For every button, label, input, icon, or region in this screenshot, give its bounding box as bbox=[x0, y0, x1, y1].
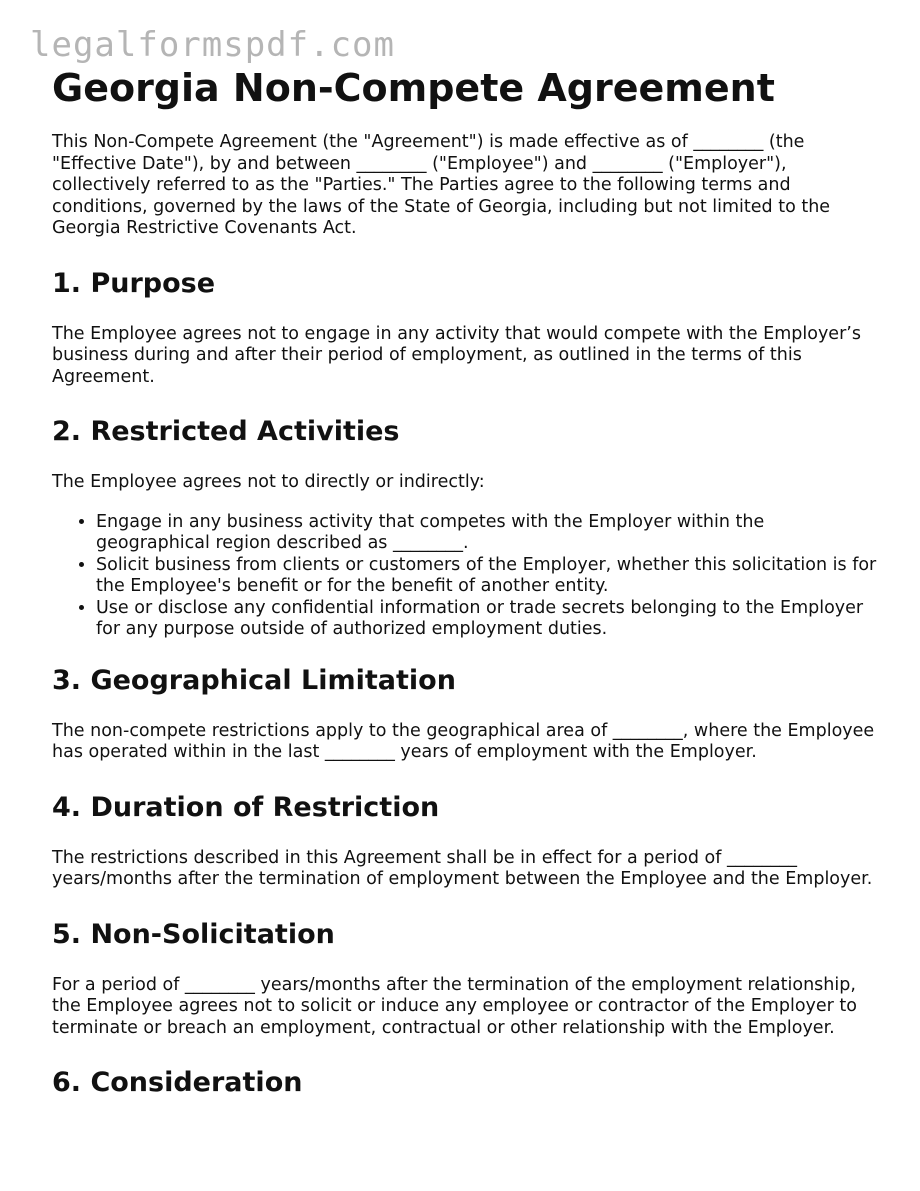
section-heading-consideration: 6. Consideration bbox=[52, 1067, 303, 1098]
list-item: • Use or disclose any confidential information or trade secrets belonging to the Employer for any purpose outside of authorized employment duties. bbox=[96, 598, 882, 641]
list-item: • Solicit business from clients or customers of the Employer, whether this solicitation is for the Employee's benefit or for the benefit of another entity. bbox=[96, 555, 882, 598]
section-duration bbox=[52, 792, 882, 891]
section-restricted-activities bbox=[52, 416, 882, 641]
section-body-geographical-limitation: The non-compete restrictions apply to the geographical area of ________, where the Employee has operated within in the last ________ years of employment with the Employer. bbox=[52, 720, 875, 762]
section-heading-non-solicitation: 5. Non-Solicitation bbox=[52, 918, 335, 950]
section-heading-geographical-limitation: 3. Geographical Limitation bbox=[52, 664, 456, 696]
list-item: • Engage in any business activity that competes with the Employer within the geographical region described as ________. bbox=[96, 512, 882, 555]
section-purpose bbox=[52, 268, 882, 389]
section-body-purpose: The Employee agrees not to engage in any activity that would compete with the Employer’s business during and after their period of employment, as outlined in the terms of this Agreement. bbox=[52, 323, 861, 387]
document-body bbox=[52, 132, 882, 1123]
section-body-duration: The restrictions described in this Agreement shall be in effect for a period of ________ years/months after the termination of employment between the Employee and the Employer. bbox=[52, 847, 873, 889]
document-title: Georgia Non-Compete Agreement bbox=[52, 66, 775, 110]
section-heading-purpose: 1. Purpose bbox=[52, 267, 216, 299]
intro-paragraph: This Non-Compete Agreement (the "Agreement") is made effective as of ________ (the "Effective Date"), by and between ________ ("Employee") and ________ ("Employer"), collectively referred to as the "Parties." The Parties agree to the following terms and conditions, governed by the laws of the State of Georgia, including but not limited to the Georgia Restrictive Covenants Act. bbox=[52, 132, 831, 238]
restricted-activities-list bbox=[52, 512, 882, 641]
section-body-non-solicitation: For a period of ________ years/months after the termination of the employment relationship, the Employee agrees not to solicit or induce any employee or contractor of the Employer to terminate or breach an employment, contractual or other relationship with the Employer. bbox=[52, 974, 857, 1038]
watermark-text: legalformspdf.com bbox=[30, 25, 395, 65]
section-consideration bbox=[52, 1067, 882, 1099]
section-geographical-limitation bbox=[52, 665, 882, 764]
section-heading-duration: 4. Duration of Restriction bbox=[52, 791, 440, 823]
section-heading-restricted-activities: 2. Restricted Activities bbox=[52, 416, 400, 447]
section-non-solicitation bbox=[52, 919, 882, 1040]
restricted-activities-lead: The Employee agrees not to directly or indirectly: bbox=[52, 472, 485, 492]
